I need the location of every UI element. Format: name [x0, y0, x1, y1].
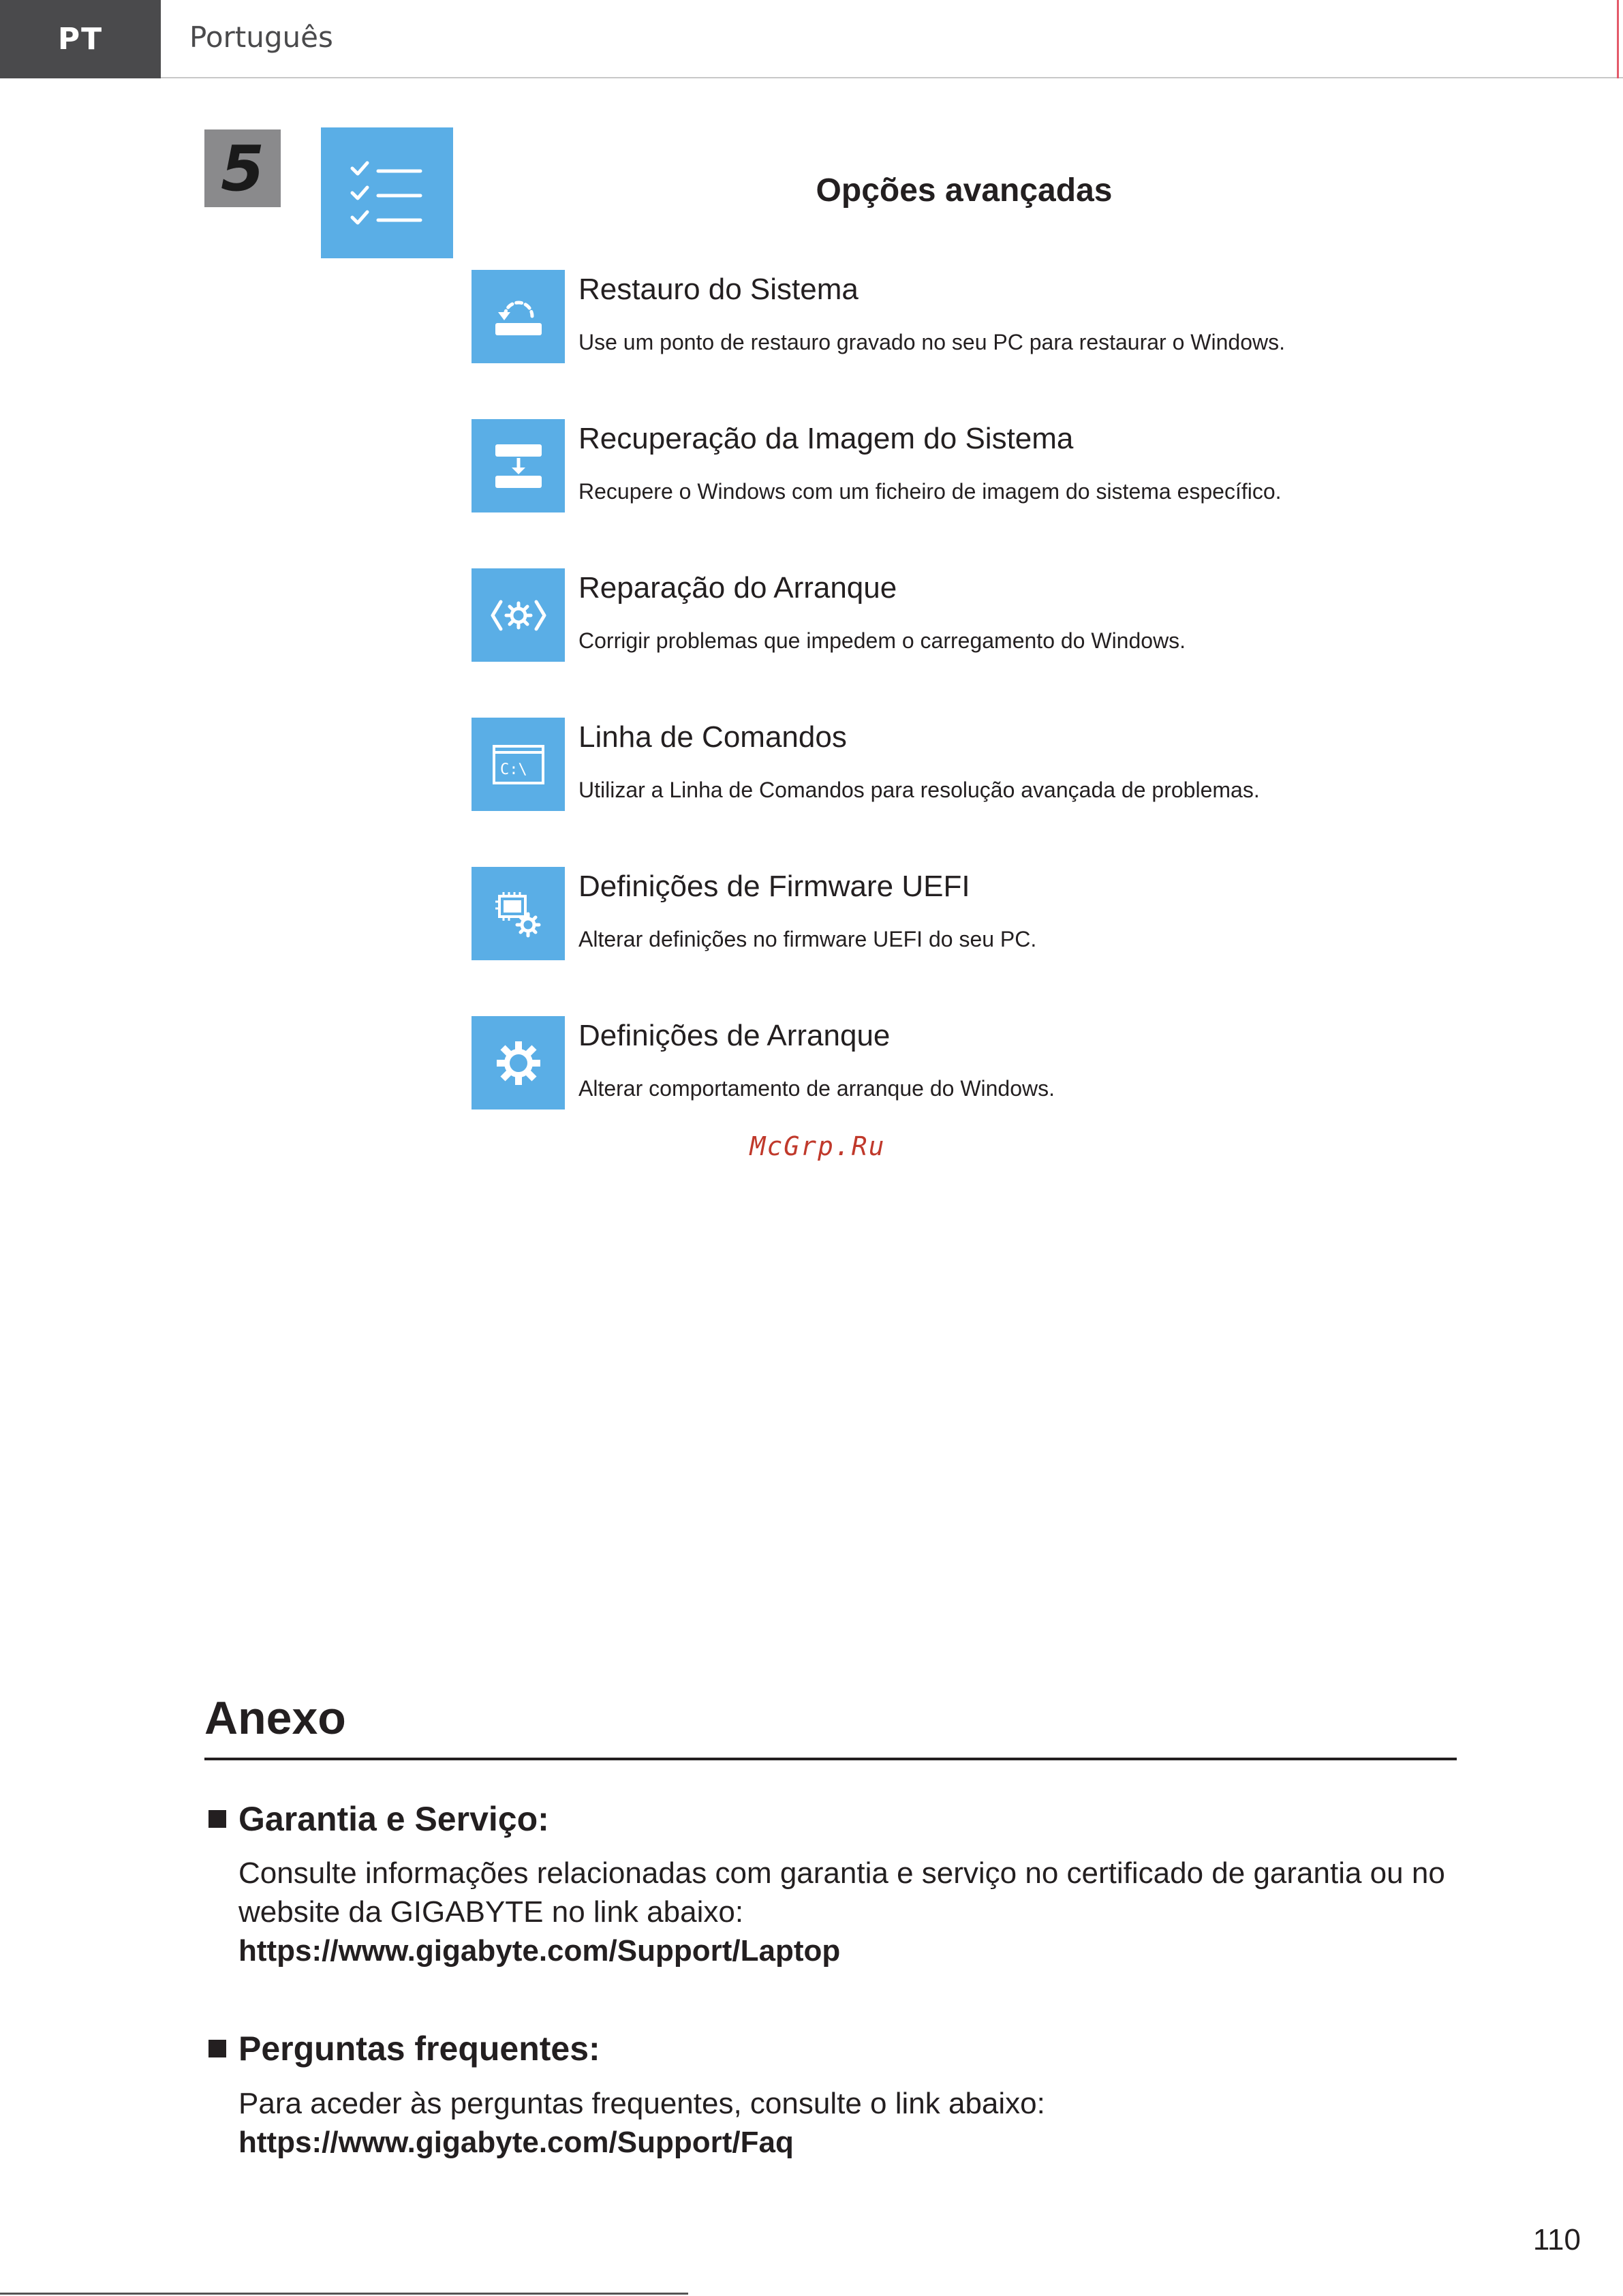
step-number: 5 [204, 129, 281, 207]
warranty-paragraph [238, 1854, 1458, 1970]
warranty-heading-text: Garantia e Serviço: [238, 1800, 549, 1838]
warranty-heading [208, 1799, 549, 1839]
system-restore-icon [472, 270, 565, 363]
option-description: Alterar comportamento de arranque do Windows. [578, 1076, 1055, 1101]
command-prompt-glyph: C:\ [499, 761, 527, 778]
language-badge: PT [0, 0, 161, 78]
option-title: Definições de Firmware UEFI [578, 870, 970, 903]
faq-paragraph [238, 2084, 1458, 2162]
page-number: 110 [1532, 2223, 1581, 2256]
option-description: Corrigir problemas que impedem o carregamento do Windows. [578, 628, 1186, 653]
option-description: Utilizar a Linha de Comandos para resolução avançada de problemas. [578, 778, 1260, 802]
section-title: Opções avançadas [816, 172, 1113, 209]
option-system-restore[interactable] [472, 270, 1425, 365]
option-command-prompt[interactable] [472, 718, 1425, 813]
uefi-firmware-icon [472, 867, 565, 960]
edge-mark [1617, 0, 1619, 78]
option-uefi-firmware[interactable] [472, 867, 1425, 962]
bullet-square-icon [208, 2040, 226, 2057]
option-description: Use um ponto de restauro gravado no seu PC para restaurar o Windows. [578, 330, 1285, 354]
watermark: McGrp.Ru [749, 1131, 886, 1161]
header-divider [161, 77, 1623, 78]
warranty-link[interactable]: https://www.gigabyte.com/Support/Laptop [238, 1934, 841, 1968]
image-recovery-icon [472, 419, 565, 512]
option-title: Linha de Comandos [578, 720, 847, 754]
option-description: Recupere o Windows com um ficheiro de imagem do sistema específico. [578, 479, 1282, 504]
warranty-text: Consulte informações relacionadas com garantia e serviço no certificado de garantia ou no website da GIGABYTE no link abaixo: [238, 1856, 1445, 1929]
option-title: Reparação do Arranque [578, 571, 897, 604]
faq-text: Para aceder às perguntas frequentes, consulte o link abaixo: [238, 2087, 1045, 2120]
option-image-recovery[interactable] [472, 419, 1425, 515]
checklist-icon [321, 127, 453, 258]
bullet-square-icon [208, 1810, 226, 1828]
option-startup-repair[interactable] [472, 568, 1425, 664]
option-description: Alterar definições no firmware UEFI do seu PC. [578, 927, 1037, 951]
option-title: Restauro do Sistema [578, 273, 859, 306]
annex-title: Anexo [204, 1692, 346, 1744]
option-title: Recuperação da Imagem do Sistema [578, 422, 1074, 455]
faq-link[interactable]: https://www.gigabyte.com/Support/Faq [238, 2126, 794, 2159]
startup-settings-icon [472, 1016, 565, 1109]
annex-divider [204, 1758, 1457, 1760]
faq-heading [208, 2029, 600, 2068]
faq-heading-text: Perguntas frequentes: [238, 2030, 600, 2068]
footer-divider [0, 2293, 688, 2295]
startup-repair-icon [472, 568, 565, 662]
option-startup-settings[interactable] [472, 1016, 1425, 1112]
language-name: Português [189, 20, 333, 54]
command-prompt-icon [472, 718, 565, 811]
option-title: Definições de Arranque [578, 1019, 891, 1052]
